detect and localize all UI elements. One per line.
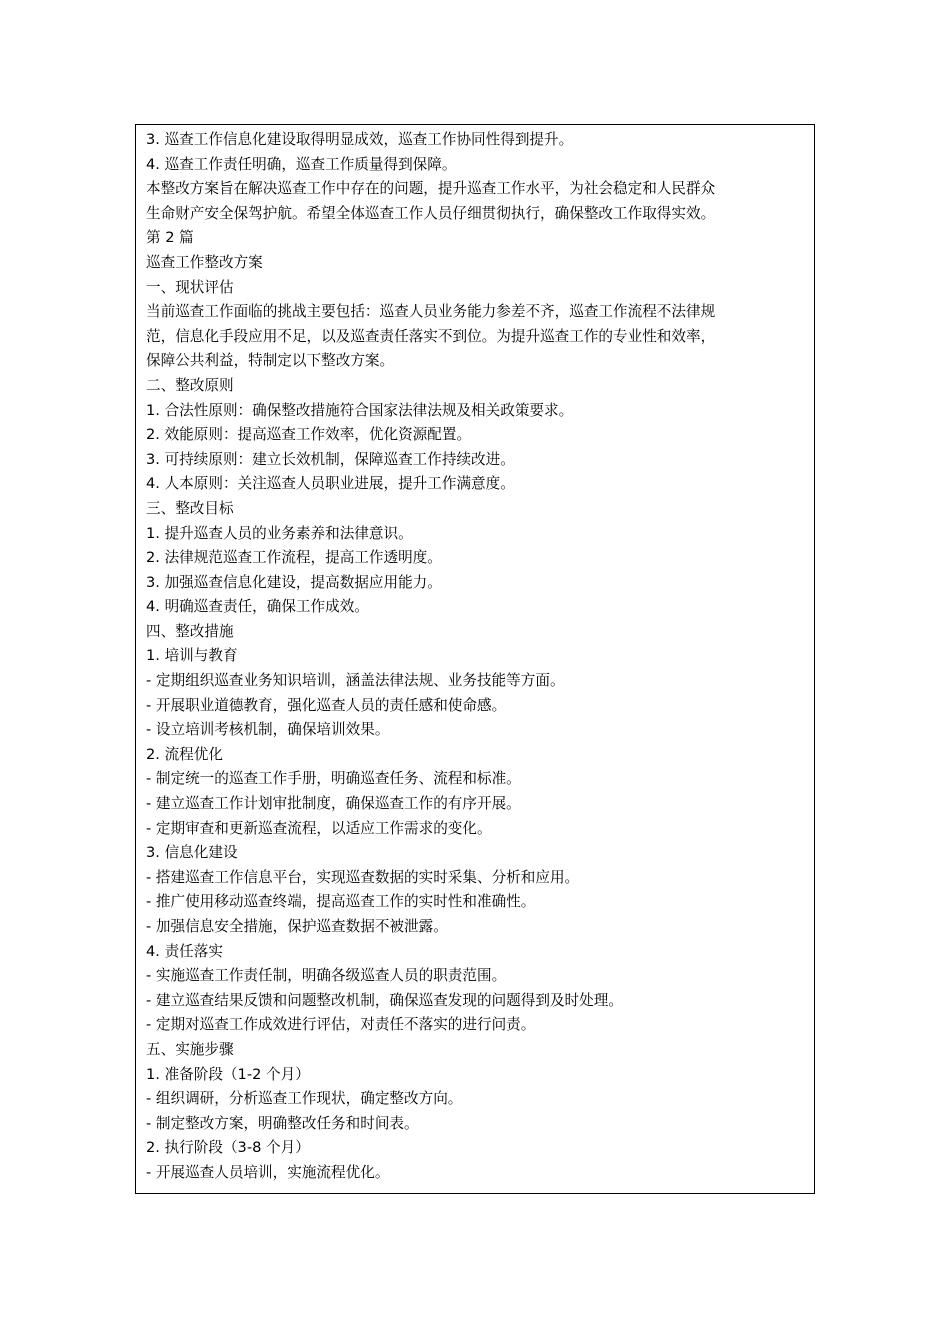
text-line: 范，信息化手段应用不足，以及巡查责任落实不到位。为提升巡查工作的专业性和效率， <box>146 327 716 345</box>
text-line: - 设立培训考核机制，确保培训效果。 <box>146 721 390 739</box>
text-line: - 制定统一的巡查工作手册，明确巡查任务、流程和标准。 <box>146 770 521 788</box>
text-line: - 制定整改方案，明确整改任务和时间表。 <box>146 1114 419 1132</box>
text-line: - 推广使用移动巡查终端，提高巡查工作的实时性和准确性。 <box>146 893 536 911</box>
text-line: - 实施巡查工作责任制，明确各级巡查人员的职责范围。 <box>146 967 507 985</box>
text-line: - 建立巡查工作计划审批制度，确保巡查工作的有序开展。 <box>146 795 521 813</box>
text-line: - 定期对巡查工作成效进行评估，对责任不落实的进行问责。 <box>146 1016 536 1034</box>
text-line: 保障公共利益，特制定以下整改方案。 <box>146 352 395 370</box>
text-line: 3. 可持续原则：建立长效机制，保障巡查工作持续改进。 <box>146 450 515 468</box>
text-line: 一、现状评估 <box>146 278 234 296</box>
text-line: 五、实施步骤 <box>146 1040 234 1058</box>
text-line: - 搭建巡查工作信息平台，实现巡查数据的实时采集、分析和应用。 <box>146 868 580 886</box>
text-line: - 建立巡查结果反馈和问题整改机制，确保巡查发现的问题得到及时处理。 <box>146 991 623 1009</box>
text-line: 2. 效能原则：提高巡查工作效率，优化资源配置。 <box>146 426 472 444</box>
text-line: 4. 人本原则：关注巡查人员职业进展，提升工作满意度。 <box>146 475 515 493</box>
text-line: 二、整改原则 <box>146 376 234 394</box>
text-line: - 开展巡查人员培训，实施流程优化。 <box>146 1163 390 1181</box>
text-line: 1. 准备阶段（1-2 个月） <box>146 1065 310 1083</box>
text-line: 2. 流程优化 <box>146 745 223 763</box>
text-line: - 定期审查和更新巡查流程，以适应工作需求的变化。 <box>146 819 492 837</box>
text-line: 巡查工作整改方案 <box>146 253 263 271</box>
text-line: 2. 法律规范巡查工作流程，提高工作透明度。 <box>146 549 442 567</box>
text-line: 3. 巡查工作信息化建设取得明显成效，巡查工作协同性得到提升。 <box>146 131 574 148</box>
text-line: 1. 合法性原则：确保整改措施符合国家法律法规及相关政策要求。 <box>146 401 574 419</box>
text-line: 四、整改措施 <box>146 622 234 640</box>
text-line: - 定期组织巡查业务知识培训，涵盖法律法规、业务技能等方面。 <box>146 672 565 690</box>
text-line: 生命财产安全保驾护航。希望全体巡查工作人员仔细贯彻执行，确保整改工作取得实效。 <box>146 204 716 222</box>
text-line: - 加强信息安全措施，保护巡查数据不被泄露。 <box>146 918 448 935</box>
text-line: - 组织调研，分析巡查工作现状，确定整改方向。 <box>146 1090 463 1108</box>
text-line: 1. 提升巡查人员的业务素养和法律意识。 <box>146 524 413 542</box>
text-line: 4. 责任落实 <box>146 942 223 960</box>
text-line: 4. 巡查工作责任明确，巡查工作质量得到保障。 <box>146 155 457 173</box>
text-line: 4. 明确巡查责任，确保工作成效。 <box>146 598 369 616</box>
text-line: 第 2 篇 <box>146 229 194 247</box>
text-line: - 开展职业道德教育，强化巡查人员的责任感和使命感。 <box>146 696 507 714</box>
text-line: 当前巡查工作面临的挑战主要包括：巡查人员业务能力参差不齐，巡查工作流程不法律规 <box>146 303 716 321</box>
text-line: 本整改方案旨在解决巡查工作中存在的问题，提升巡查工作水平，为社会稳定和人民群众 <box>146 180 716 198</box>
text-line: 3. 加强巡查信息化建设，提高数据应用能力。 <box>146 573 442 591</box>
text-line: 3. 信息化建设 <box>146 844 238 862</box>
text-line: 1. 培训与教育 <box>146 647 238 665</box>
document-body-frame <box>135 124 815 1194</box>
text-line: 三、整改目标 <box>146 499 234 517</box>
text-line: 2. 执行阶段（3-8 个月） <box>146 1139 310 1157</box>
